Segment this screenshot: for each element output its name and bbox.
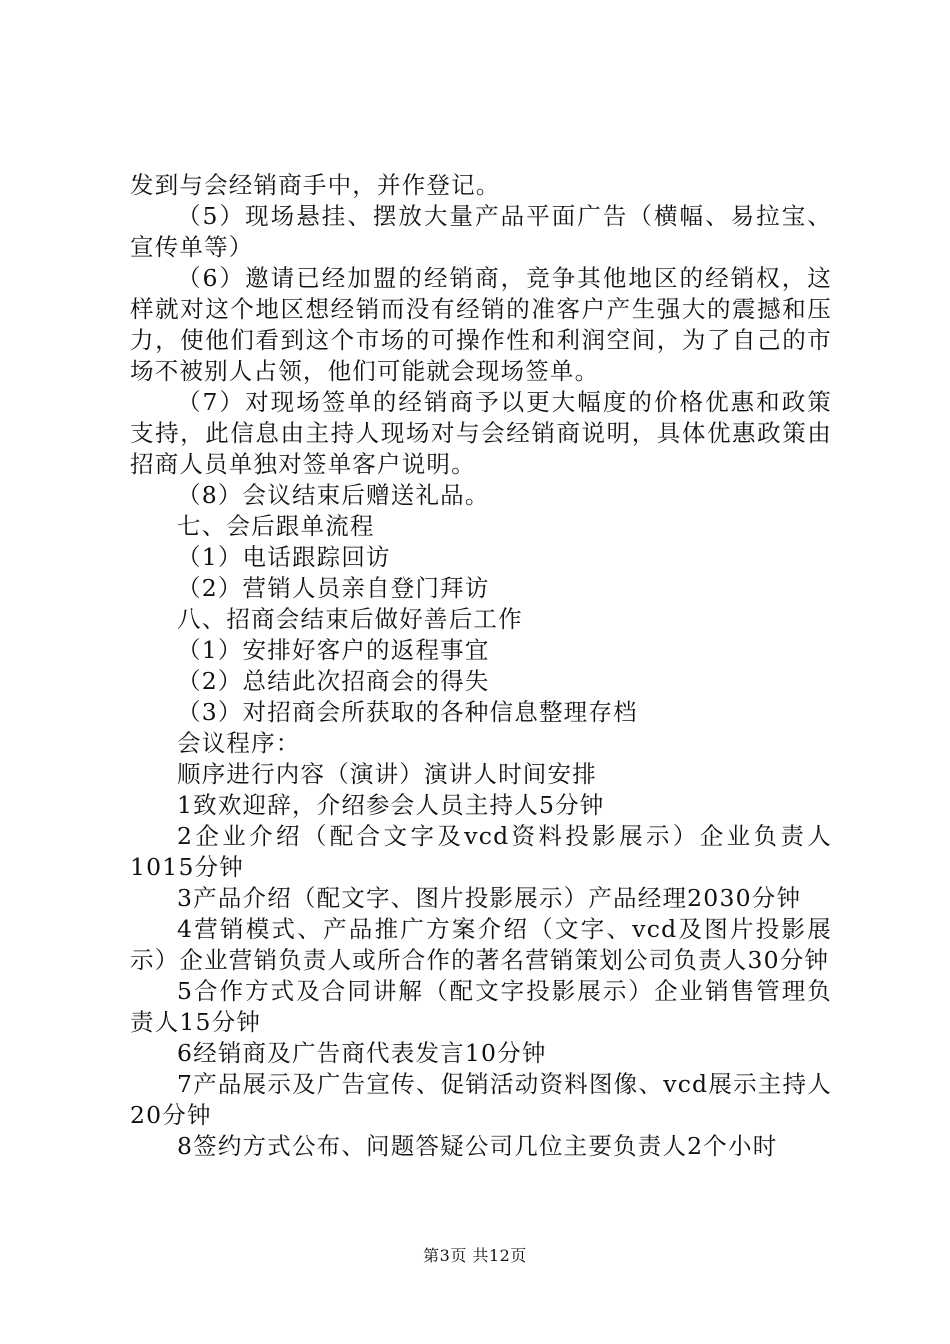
- paragraph-3: （6）邀请已经加盟的经销商，竞争其他地区的经销权，这样就对这个地区想经销而没有经销的准客户产生强大的震撼和压力，使他们看到这个市场的可操作性和利润空间，为了自己的市场不被别人占领，他们可能就会现场签单。: [130, 264, 832, 385]
- paragraph-15: 1致欢迎辞，介绍参会人员主持人5分钟: [177, 791, 605, 819]
- paragraph-18: 4营销模式、产品推广方案介绍（文字、vcd及图片投影展示）企业营销负责人或所合作的著名营销策划公司负责人30分钟: [130, 915, 832, 974]
- paragraph-1: 发到与会经销商手中，并作登记。: [130, 171, 501, 199]
- paragraph-20: 6经销商及广告商代表发言10分钟: [177, 1039, 547, 1067]
- paragraph-21: 7产品展示及广告宣传、促销活动资料图像、vcd展示主持人20分钟: [130, 1070, 832, 1129]
- paragraph-8: （2）营销人员亲自登门拜访: [177, 574, 490, 602]
- paragraph-2: （5）现场悬挂、摆放大量产品平面广告（横幅、易拉宝、宣传单等）: [130, 202, 832, 261]
- document-body: [0, 170, 950, 1162]
- paragraph-10: （1）安排好客户的返程事宜: [177, 636, 490, 664]
- page-number-label: 第3页 共12页: [423, 1246, 527, 1265]
- paragraph-22: 8签约方式公布、问题答疑公司几位主要负责人2个小时: [177, 1132, 778, 1160]
- paragraph-11: （2）总结此次招商会的得失: [177, 667, 490, 695]
- paragraph-19: 5合作方式及合同讲解（配文字投影展示）企业销售管理负责人15分钟: [130, 977, 832, 1036]
- paragraph-16: 2企业介绍（配合文字及vcd资料投影展示）企业负责人1015分钟: [130, 822, 832, 881]
- page-footer: [0, 1243, 950, 1266]
- paragraph-12: （3）对招商会所获取的各种信息整理存档: [177, 698, 638, 726]
- paragraph-4: （7）对现场签单的经销商予以更大幅度的价格优惠和政策支持，此信息由主持人现场对与会经销商说明，具体优惠政策由招商人员单独对签单客户说明。: [130, 388, 832, 478]
- paragraph-17: 3产品介绍（配文字、图片投影展示）产品经理2030分钟: [177, 884, 802, 912]
- paragraph-7: （1）电话跟踪回访: [177, 543, 391, 571]
- paragraph-5: （8）会议结束后赠送礼品。: [177, 481, 490, 509]
- paragraph-13: 会议程序：: [177, 729, 301, 757]
- section-heading-7: 七、会后跟单流程: [177, 512, 375, 540]
- section-heading-8: 八、招商会结束后做好善后工作: [177, 605, 523, 633]
- paragraph-14: 顺序进行内容（演讲）演讲人时间安排: [177, 760, 597, 788]
